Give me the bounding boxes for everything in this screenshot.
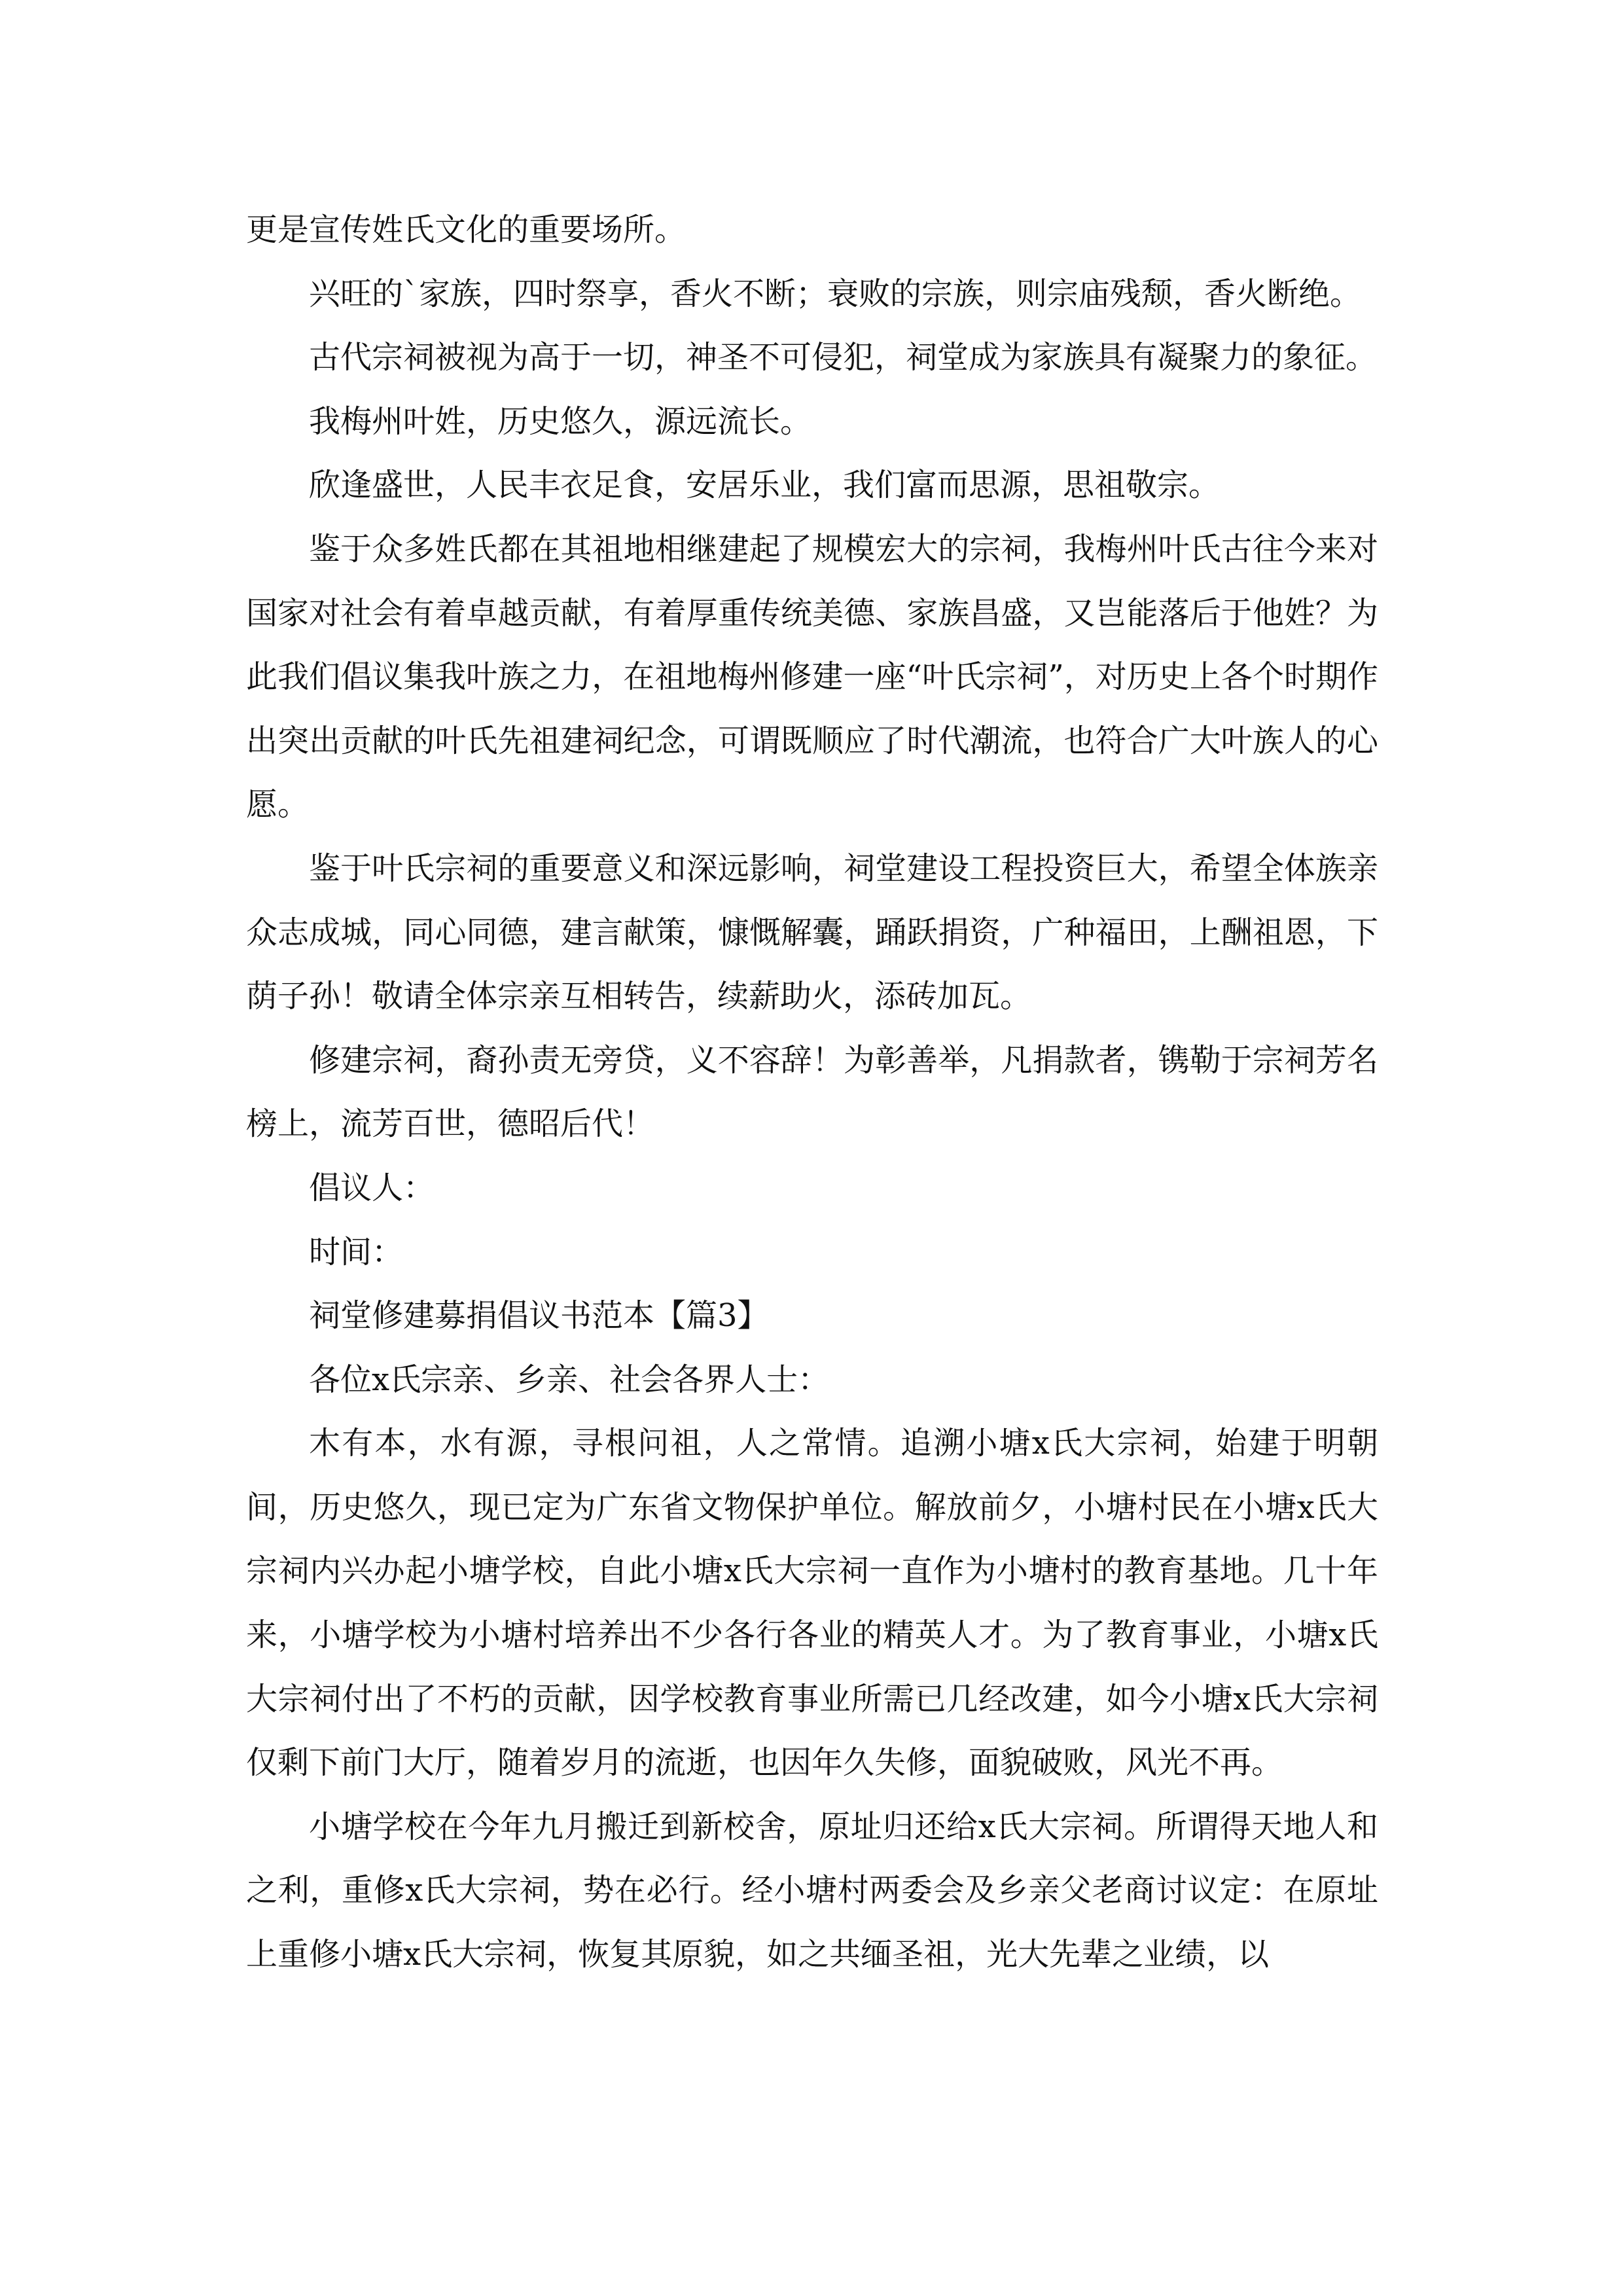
paragraph: 兴旺的`家族，四时祭享，香火不断；衰败的宗族，则宗庙残颓，香火断绝。 xyxy=(309,275,1362,312)
paragraph: 木有本，水有源，寻根问祖，人之常情。追溯小塘x氏大宗祠，始建于明朝间，历史悠久，现已定为广东省文物保护单位。解放前夕，小塘村民在小塘x氏大宗祠内兴办起小塘学校，自此小塘x氏大宗祠一直作为小塘村的教育基地。几十年来，小塘学校为小塘村培养出不少各行各业的精英人才。为了教育事业，小塘x氏大宗祠付出了不朽的贡献，因学校教育事业所需已几经改建，如今小塘x氏大宗祠仅剩下前门大厅，随着岁月的流逝，也因年久失修，面貌破败，风光不再。 xyxy=(246,1425,1378,1782)
paragraph: 欣逢盛世，人民丰衣足食，安居乐业，我们富而思源，思祖敬宗。 xyxy=(309,467,1221,504)
document-body xyxy=(246,198,1378,1987)
signatory-label: 倡议人： xyxy=(309,1169,435,1206)
paragraph: 修建宗祠，裔孙责无旁贷，义不容辞！为彰善举，凡捐款者，镌勒于宗祠芳名榜上，流芳百世，德昭后代！ xyxy=(246,1041,1378,1143)
date-label: 时间： xyxy=(309,1233,404,1270)
salutation: 各位x氏宗亲、乡亲、社会各界人士： xyxy=(309,1361,830,1398)
paragraph: 鉴于叶氏宗祠的重要意义和深远影响，祠堂建设工程投资巨大，希望全体族亲众志成城，同心同德，建言献策，慷慨解囊，踊跃捐资，广种福田，上酬祖恩，下荫子孙！敬请全体宗亲互相转告，续薪助火，添砖加瓦。 xyxy=(246,850,1378,1015)
paragraph: 更是宣传姓氏文化的重要场所。 xyxy=(246,211,687,248)
paragraph: 小塘学校在今年九月搬迁到新校舍，原址归还给x氏大宗祠。所谓得天地人和之利，重修x氏大宗祠，势在必行。经小塘村两委会及乡亲父老商讨议定：在原址上重修小塘x氏大宗祠，恢复其原貌，如之共缅圣祖，光大先辈之业绩，以 xyxy=(246,1808,1378,1973)
section-title: 祠堂修建募捐倡议书范本【篇3】 xyxy=(309,1297,769,1335)
paragraph: 鉴于众多姓氏都在其祖地相继建起了规模宏大的宗祠，我梅州叶氏古往今来对国家对社会有着卓越贡献，有着厚重传统美德、家族昌盛，又岂能落后于他姓？为此我们倡议集我叶族之力，在祖地梅州修建一座“叶氏宗祠”，对历史上各个时期作出突出贡献的叶氏先祖建祠纪念，可谓既顺应了时代潮流，也符合广大叶族人的心愿。 xyxy=(246,530,1378,823)
paragraph: 古代宗祠被视为高于一切，神圣不可侵犯，祠堂成为家族具有凝聚力的象征。 xyxy=(309,339,1378,376)
paragraph: 我梅州叶姓，历史悠久，源远流长。 xyxy=(309,403,812,440)
